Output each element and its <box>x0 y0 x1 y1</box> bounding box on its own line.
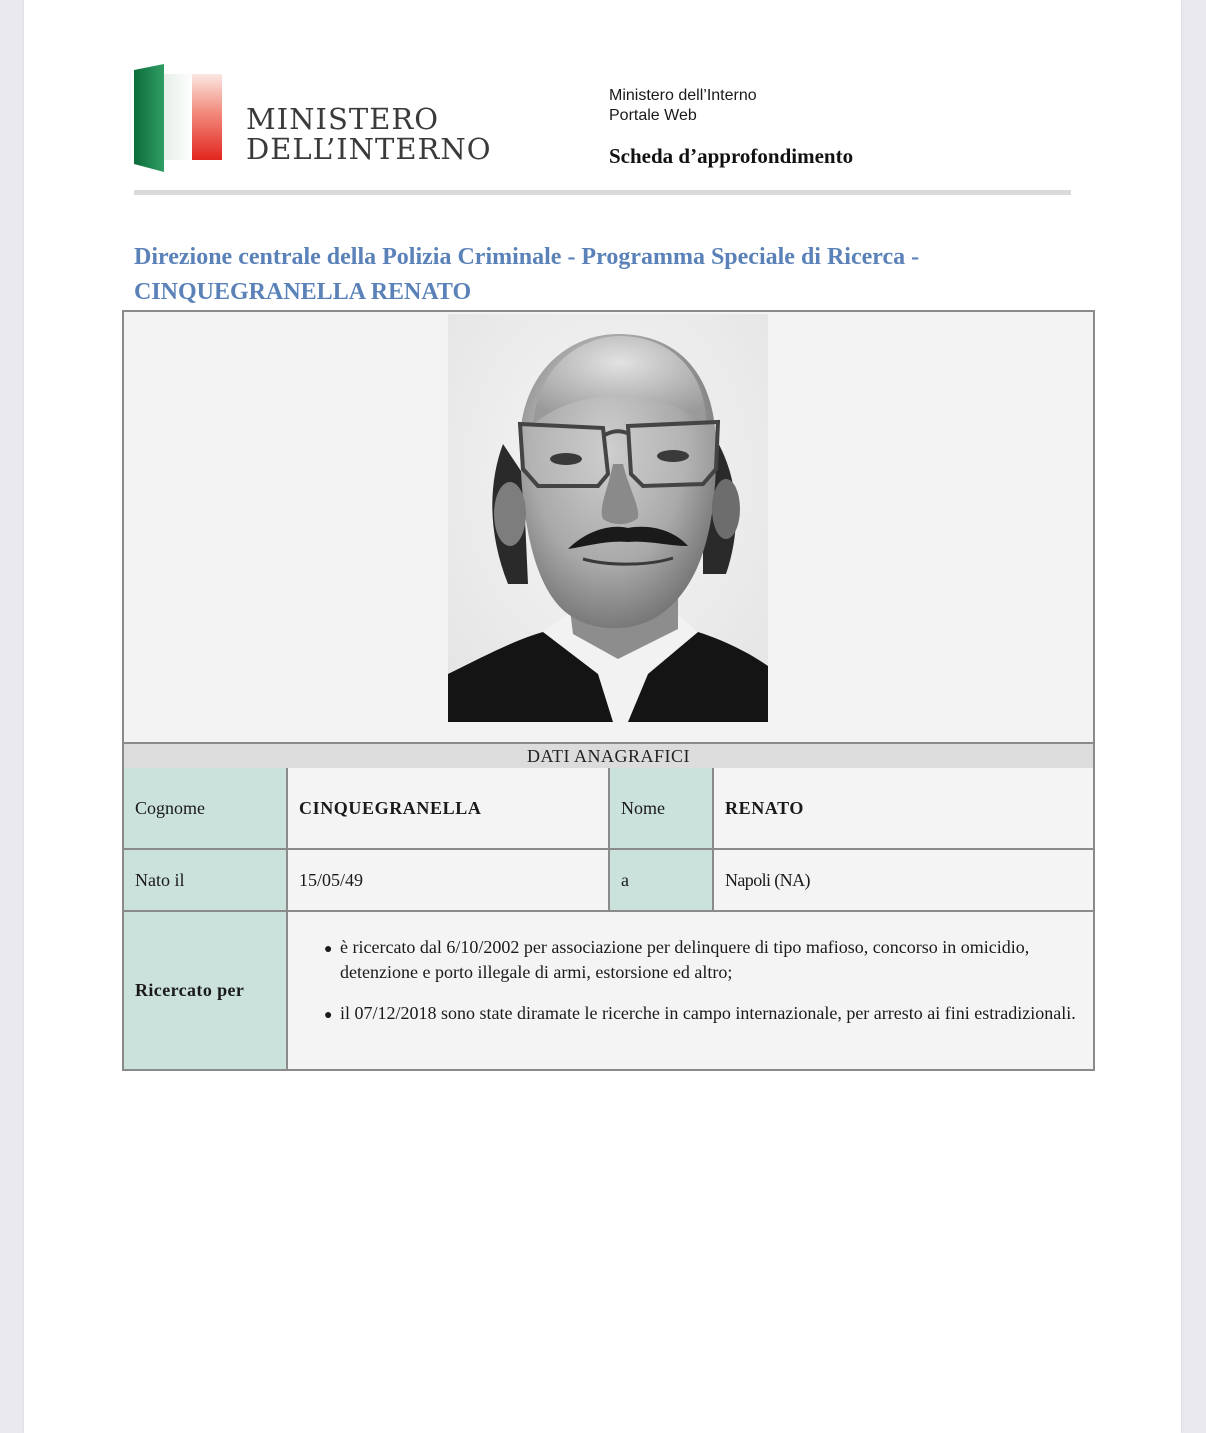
photo-area <box>124 312 1093 742</box>
header-title: Scheda d’approfondimento <box>609 144 854 168</box>
header-org: Ministero dell’Interno <box>609 87 757 104</box>
document-title-line-2: CINQUEGRANELLA RENATO <box>134 279 472 305</box>
tricolore-icon <box>134 64 224 172</box>
document-title-line-1: Direzione centrale della Polizia Criminale - Programma Speciale di Ricerca - <box>134 244 920 270</box>
row-name <box>124 768 1093 850</box>
label-cognome: Cognome <box>124 768 286 848</box>
logo-line-1: MINISTERO <box>246 102 439 136</box>
value-ricercato-per <box>286 912 1093 1069</box>
row-birth <box>124 850 1093 912</box>
value-luogo-nascita: Napoli (NA) <box>712 850 1093 910</box>
section-header-dati-anagrafici: DATI ANAGRAFICI <box>124 742 1093 770</box>
reason-text: il 07/12/2018 sono state diramate le ricerche in campo internazionale, per arresto ai fini estradizionali. <box>340 1003 1076 1023</box>
label-nato-il: Nato il <box>124 850 286 910</box>
row-ricercato <box>124 912 1093 1069</box>
header-portal: Portale Web <box>609 107 697 124</box>
ministry-logo-mark <box>134 64 224 172</box>
header-divider <box>134 190 1071 195</box>
value-nome: RENATO <box>712 768 1093 848</box>
mugshot-photo <box>448 314 768 722</box>
label-ricercato-per: Ricercato per <box>124 912 286 1069</box>
bullet-icon: ● <box>324 942 333 957</box>
document-title <box>134 240 1034 310</box>
ministry-logo-text <box>246 104 492 164</box>
value-nato-il: 15/05/49 <box>286 850 608 910</box>
reason-text: è ricercato dal 6/10/2002 per associazione per delinquere di tipo mafioso, concorso in omicidio, detenzione e porto illegale di armi, estorsione ed altro; <box>340 937 1030 982</box>
value-cognome: CINQUEGRANELLA <box>286 768 608 848</box>
document-page <box>24 0 1181 1433</box>
logo-line-2: DELL’INTERNO <box>246 132 492 166</box>
bullet-icon: ● <box>324 1008 333 1023</box>
label-nome: Nome <box>608 768 712 848</box>
header-info <box>609 86 757 126</box>
wanted-card <box>122 310 1095 1071</box>
reason-item <box>322 936 1080 983</box>
reason-item <box>322 1002 1080 1027</box>
portrait-image <box>448 314 768 722</box>
label-a: a <box>608 850 712 910</box>
